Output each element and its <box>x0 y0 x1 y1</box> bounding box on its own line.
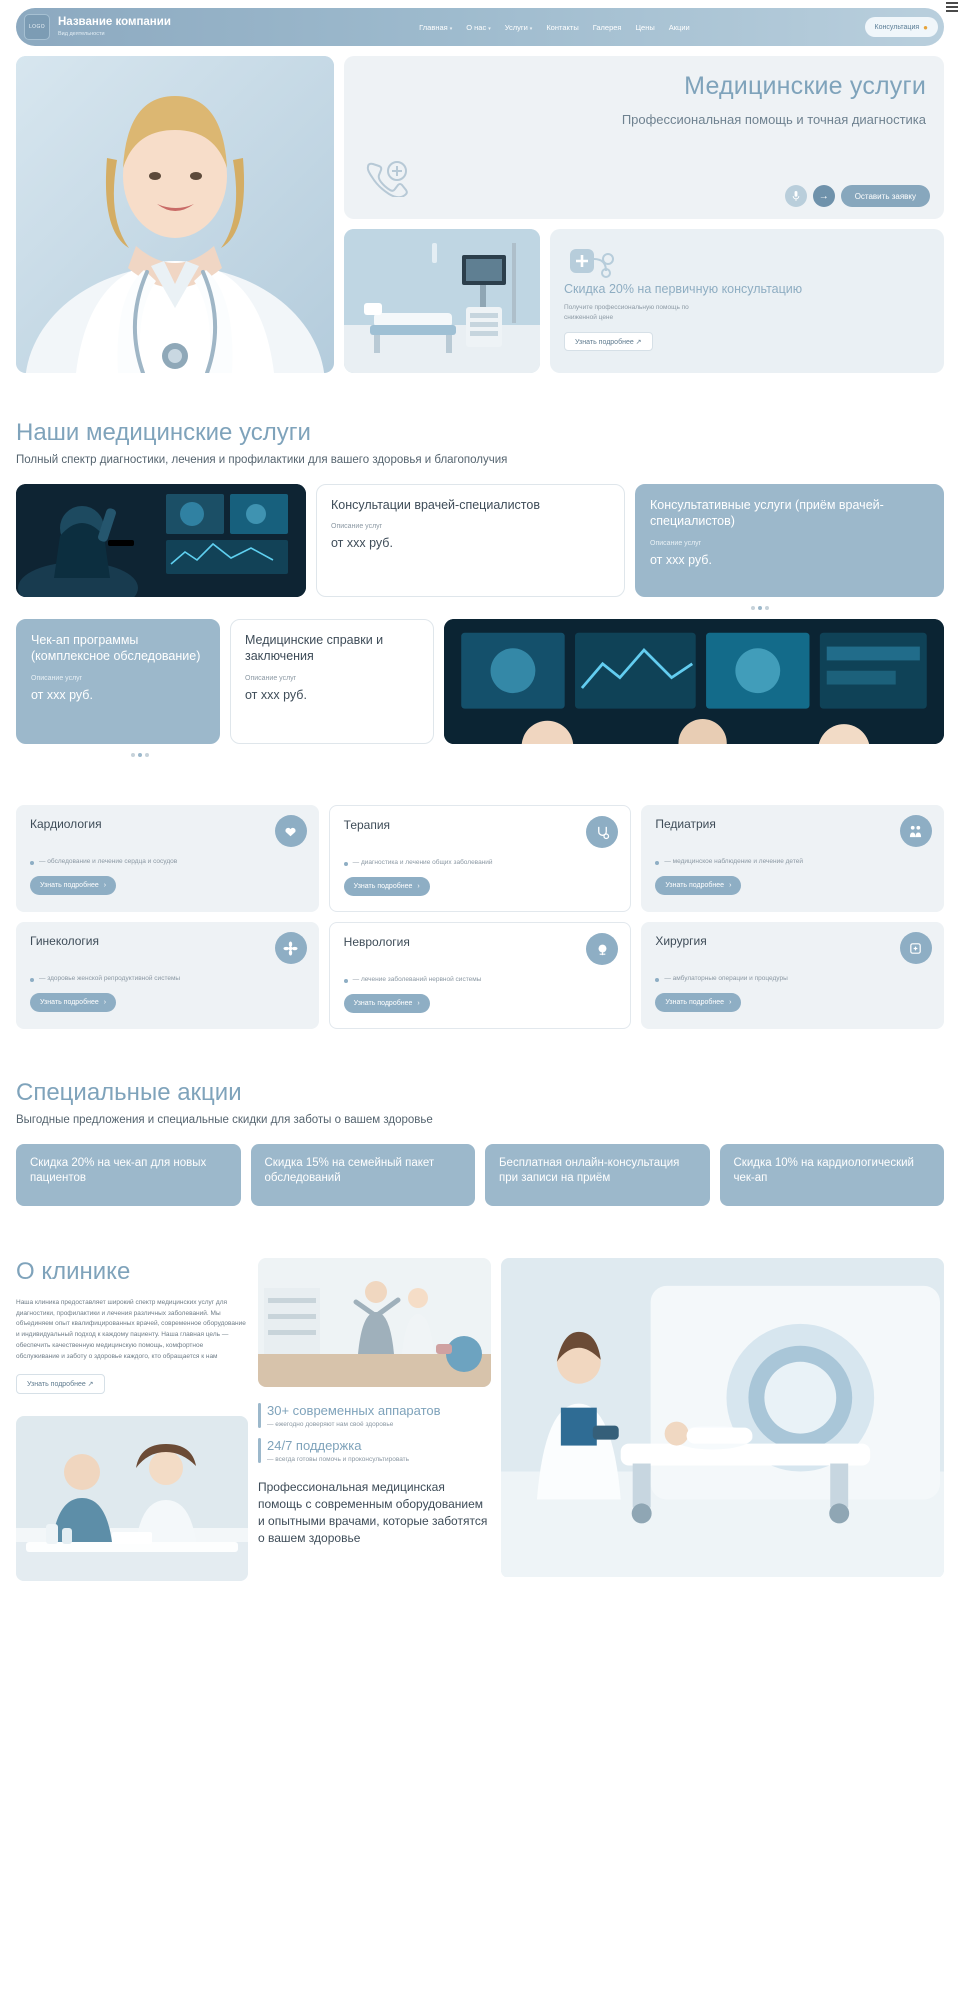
status-dot-icon: ● <box>923 22 928 32</box>
service-card-desc: Описание услуг <box>245 674 297 682</box>
button-label: Узнать подробнее <box>40 999 99 1007</box>
dot-active[interactable] <box>138 753 142 757</box>
stat-value: 30+ современных аппаратов <box>267 1403 441 1418</box>
brand-block <box>58 16 171 38</box>
site-header <box>16 8 944 46</box>
stat-row <box>258 1403 491 1428</box>
clinic-room-photo <box>344 229 540 373</box>
department-bullet <box>655 974 930 983</box>
dot-active[interactable] <box>758 606 762 610</box>
button-label: Узнать подробнее <box>40 882 99 890</box>
about-learn-more-button[interactable]: Узнать подробнее ↗ <box>16 1374 105 1394</box>
flower-icon <box>275 932 307 964</box>
stat-value: 24/7 поддержка <box>267 1438 362 1453</box>
scalpel-icon <box>900 932 932 964</box>
promotions-grid <box>16 1144 944 1206</box>
stethoscope-icon <box>586 816 618 848</box>
bullet-dot <box>344 979 348 983</box>
mic-icon-button[interactable] <box>785 185 807 207</box>
logo[interactable]: LOGO <box>24 14 50 40</box>
department-card-surgery[interactable] <box>641 922 944 1029</box>
chevron-right-icon: › <box>729 882 732 890</box>
promotion-tile[interactable]: Скидка 15% на семейный пакет обследований <box>251 1144 476 1206</box>
bullet-dot <box>344 862 348 866</box>
department-bullet <box>655 857 930 866</box>
promo-title: Скидка 20% на первичную консультацию <box>564 282 803 296</box>
hero-title: Медицинские услуги <box>684 72 926 100</box>
stat-sub: — ежегодно доверяют нам своё здоровье <box>267 1421 394 1428</box>
stethoscope-cross-icon <box>568 245 618 285</box>
service-card-title: Медицинские справки и заключения <box>245 633 384 664</box>
chevron-right-icon: › <box>103 882 107 890</box>
department-learn-more-button[interactable] <box>344 994 430 1013</box>
department-bullet-text: — лечение заболеваний нервной системы <box>352 976 482 983</box>
nav-item-home[interactable] <box>419 23 452 32</box>
team-lab-photo <box>444 619 944 744</box>
service-card-title: Консультации врачей-специалистов <box>331 498 540 512</box>
service-card-price: от ххх руб. <box>245 687 307 702</box>
about-grid <box>16 1258 944 1581</box>
department-learn-more-button[interactable] <box>344 877 430 896</box>
department-name: Неврология <box>343 935 410 949</box>
about-consultation-photo <box>16 1416 248 1581</box>
arrow-right-icon: → <box>818 190 829 202</box>
hero-promo-card <box>550 229 944 373</box>
promotion-tile[interactable]: Бесплатная онлайн-консультация при записи на приём <box>485 1144 710 1206</box>
medical-team-image <box>444 619 944 744</box>
promo-subtitle: Получите профессиональную помощь по сниженной цене <box>564 304 689 321</box>
about-text: Наша клиника предоставляет широкий спектр медицинских услуг для диагностики, профилактики и лечения различных заболеваний. Мы объединяем опыт квалифицированных врачей, современное оборудование и индивидуальный подход к каждому пациенту. Наша главная цель — обеспечить качественную медицинскую помощь, комфортное обслуживание и заботу о здоровье каждого, кто обращается к нам <box>16 1299 246 1360</box>
brand-subtitle: Вид деятельности <box>58 31 105 38</box>
nav-item-prices[interactable]: Цены <box>635 22 655 32</box>
service-card-checkup[interactable] <box>16 619 220 744</box>
brain-icon <box>586 933 618 965</box>
chevron-right-icon: › <box>417 1000 420 1008</box>
chevron-right-icon: › <box>729 999 732 1007</box>
bullet-dot <box>655 861 659 865</box>
button-label: Узнать подробнее <box>665 999 725 1007</box>
service-card-price: от ххх руб. <box>31 687 93 702</box>
nav-item-gallery[interactable]: Галерея <box>592 22 622 32</box>
department-name: Педиатрия <box>655 817 716 831</box>
department-learn-more-button[interactable] <box>30 993 116 1012</box>
bullet-dot <box>30 978 34 982</box>
department-name: Кардиология <box>30 817 102 831</box>
leave-request-button[interactable]: Оставить заявку <box>841 185 930 207</box>
promotion-tile[interactable]: Скидка 10% на кардиологический чек-ап <box>720 1144 945 1206</box>
department-bullet-text: — диагностика и лечение общих заболеваний <box>352 859 493 866</box>
about-mri-photo <box>501 1258 944 1578</box>
department-learn-more-button[interactable] <box>655 876 741 895</box>
doctor-portrait-image <box>16 56 334 373</box>
promotions-title: Специальные акции <box>16 1079 242 1106</box>
hero-headline-card <box>344 56 944 219</box>
button-label: Узнать подробнее <box>353 1000 413 1008</box>
department-learn-more-button[interactable] <box>655 993 741 1012</box>
header-wrapper <box>0 0 960 46</box>
department-bullet-text: — здоровье женской репродуктивной системы <box>39 975 181 982</box>
about-left-column <box>16 1258 248 1581</box>
chevron-right-icon: › <box>417 883 420 891</box>
stat-row <box>258 1438 491 1463</box>
chevron-down-icon: ▾ <box>449 25 453 32</box>
service-card-price: от ххх руб. <box>650 552 712 567</box>
promotion-tile[interactable]: Скидка 20% на чек-ап для новых пациентов <box>16 1144 241 1206</box>
services-section <box>0 419 960 757</box>
hero-section <box>0 46 960 373</box>
department-card-cardiology[interactable] <box>16 805 319 912</box>
about-rehab-photo <box>258 1258 491 1387</box>
laboratory-image <box>16 484 306 597</box>
service-card-price: от ххх руб. <box>331 536 393 551</box>
nav-item-services[interactable] <box>505 23 533 32</box>
department-learn-more-button[interactable] <box>30 876 116 895</box>
heart-hand-icon <box>275 815 307 847</box>
mic-icon <box>791 191 801 201</box>
nav-label: Главная <box>419 22 448 32</box>
department-card-gynecology[interactable] <box>16 922 319 1029</box>
bullet-dot <box>655 978 659 982</box>
brand-title: Название компании <box>58 16 171 29</box>
services-row-2 <box>16 619 944 744</box>
service-card-consultations[interactable] <box>316 484 625 597</box>
nav-label: Услуги <box>504 22 528 32</box>
about-title: О клинике <box>16 1258 131 1285</box>
chevron-right-icon: › <box>103 999 107 1007</box>
hero-right-column <box>344 56 944 373</box>
service-card-desc: Описание услуг <box>650 539 702 547</box>
hero-subtitle: Профессиональная помощь и точная диагностика <box>621 112 926 127</box>
submit-arrow-button[interactable] <box>813 185 835 207</box>
departments-section <box>0 805 960 1029</box>
department-card-pediatrics[interactable] <box>641 805 944 912</box>
promotions-subtitle: Выгодные предложения и специальные скидки для заботы о вашем здоровье <box>16 1114 433 1126</box>
carousel-dots-2[interactable] <box>16 753 944 757</box>
department-card-therapy[interactable] <box>329 805 632 912</box>
departments-grid <box>16 805 944 1029</box>
stat-sub: — всегда готовы помочь и проконсультировать <box>267 1456 410 1463</box>
nav-item-promotions[interactable]: Акции <box>668 22 690 32</box>
hospital-room-image <box>344 229 540 373</box>
lab-microscope-photo <box>16 484 306 597</box>
window-scroll-marker <box>946 2 958 12</box>
phone-plus-icon <box>364 161 408 197</box>
department-name: Хирургия <box>655 934 707 948</box>
stat-accent-bar <box>258 1438 261 1463</box>
dot[interactable] <box>751 606 755 610</box>
department-bullet <box>344 975 617 984</box>
services-row-1 <box>16 484 944 597</box>
dot[interactable] <box>765 606 769 610</box>
nav-item-contacts[interactable]: Контакты <box>546 22 579 32</box>
nav-label: О нас <box>466 22 487 32</box>
physiotherapy-image <box>258 1258 491 1387</box>
department-bullet-text: — медицинское наблюдение и лечение детей <box>664 858 803 865</box>
department-bullet <box>30 857 305 866</box>
department-card-neurology[interactable] <box>329 922 632 1029</box>
consultation-label: Консультация <box>874 23 920 31</box>
consultation-button[interactable] <box>865 17 938 37</box>
nav-item-about[interactable] <box>466 23 491 32</box>
service-card-title: Чек-ап программы (комплексное обследование) <box>31 633 201 664</box>
promo-learn-more-button[interactable]: Узнать подробнее ↗ <box>564 332 653 351</box>
hero-bottom-row <box>344 229 944 373</box>
mri-scanner-image <box>501 1258 944 1577</box>
stat-accent-bar <box>258 1403 261 1428</box>
hero-actions <box>785 185 930 207</box>
service-card-specialist-visits[interactable] <box>635 484 944 597</box>
hero-doctor-photo <box>16 56 334 373</box>
service-card-desc: Описание услуг <box>331 523 383 531</box>
about-middle-column <box>258 1258 491 1581</box>
chevron-down-icon: ▾ <box>488 25 491 32</box>
main-nav <box>419 23 690 32</box>
service-card-desc: Описание услуг <box>31 674 83 682</box>
department-bullet <box>30 974 305 983</box>
about-section <box>0 1258 960 1601</box>
services-subtitle: Полный спектр диагностики, лечения и профилактики для вашего здоровья и благополучия <box>16 454 508 466</box>
bullet-dot <box>30 861 34 865</box>
dot[interactable] <box>131 753 135 757</box>
services-title: Наши медицинские услуги <box>16 419 311 446</box>
chevron-down-icon: ▾ <box>529 25 533 32</box>
about-final-text: Профессиональная медицинская помощь с современным оборудованием и опытными врачами, которые заботятся о вашем здоровье <box>258 1480 488 1546</box>
button-label: Узнать подробнее <box>353 883 413 891</box>
about-right-column <box>501 1258 944 1581</box>
promotions-section <box>0 1079 960 1206</box>
family-icon <box>900 815 932 847</box>
service-card-title: Консультативные услуги (приём врачей-специалистов) <box>650 498 884 529</box>
department-bullet-text: — обследование и лечение сердца и сосудов <box>39 858 178 865</box>
carousel-dots-1[interactable] <box>16 606 944 610</box>
department-bullet-text: — амбулаторные операции и процедуры <box>664 975 788 982</box>
button-label: Узнать подробнее <box>665 882 725 890</box>
about-stats <box>258 1403 491 1547</box>
department-name: Терапия <box>343 818 391 832</box>
department-bullet <box>344 858 617 867</box>
doctor-patient-image <box>16 1416 248 1581</box>
dot[interactable] <box>145 753 149 757</box>
department-name: Гинекология <box>30 934 100 948</box>
service-card-certificates[interactable] <box>230 619 434 744</box>
